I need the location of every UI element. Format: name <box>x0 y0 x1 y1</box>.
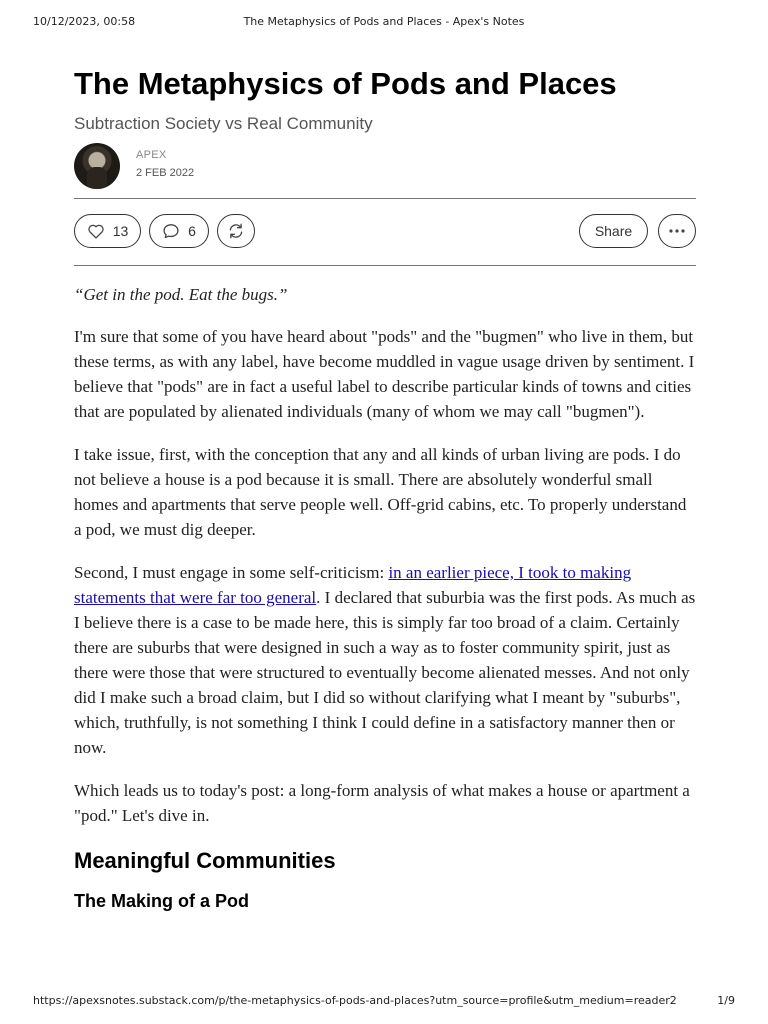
subsection-heading: The Making of a Pod <box>74 891 250 911</box>
section-heading: Meaningful Communities <box>74 848 336 873</box>
print-page-title: The Metaphysics of Pods and Places - Apex's Notes <box>243 15 525 28</box>
body-paragraph: Which leads us to today's post: a long-form analysis of what makes a house or apartment a "pod." Let's dive in. <box>74 781 690 825</box>
author-avatar[interactable] <box>74 143 120 189</box>
comment-button[interactable] <box>149 214 209 248</box>
post-action-bar <box>74 198 696 266</box>
paragraph-text: Second, I must engage in some self-criticism: <box>74 563 389 582</box>
epigraph-quote: “Get in the pod. Eat the bugs.” <box>74 285 288 304</box>
print-footer <box>33 994 735 1008</box>
earlier-piece-link[interactable]: in an earlier piece, I took to making statements that were far too general <box>74 563 632 607</box>
post-title: The Metaphysics of Pods and Places <box>74 66 617 101</box>
heart-icon <box>87 223 105 239</box>
body-paragraph <box>74 560 696 760</box>
comment-count: 6 <box>188 223 196 239</box>
byline <box>74 143 696 189</box>
author-name[interactable]: APEX <box>136 149 167 161</box>
article <box>74 64 696 913</box>
comment-icon <box>162 223 180 239</box>
print-url: https://apexsnotes.substack.com/p/the-metaphysics-of-pods-and-places?utm_source=profile&utm_medium=reader2 <box>33 994 677 1007</box>
body-paragraph: I take issue, first, with the conception that any and all kinds of urban living are pods. I do not believe a house is a pod because it is small. There are absolutely wonderful small homes and apartments that serve people well. Off-grid cabins, etc. To properly understand a pod, we must dig deeper. <box>74 445 687 539</box>
share-button[interactable]: Share <box>579 214 648 248</box>
more-options-button[interactable] <box>658 214 696 248</box>
post-subtitle: Subtraction Society vs Real Community <box>74 114 373 133</box>
print-header <box>33 15 735 29</box>
print-date: 10/12/2023, 00:58 <box>33 15 136 28</box>
more-icon <box>668 228 686 234</box>
post-body <box>74 282 696 913</box>
paragraph-text: . I declared that suburbia was the first pods. As much as I believe there is a case to be made here, this is simply far too broad of a claim. Certainly there are suburbs that were designed in such a way as to foster community spirit, just as there were those that were structured to eventually become alienated messes. And not only did I make such a broad claim, but I did so without clarifying what I meant by "suburbs", which, truthfully, is not something I think I could define in a satisfactory manner then or now. <box>74 588 696 757</box>
restack-button[interactable] <box>217 214 255 248</box>
like-count: 13 <box>112 223 129 239</box>
like-button[interactable] <box>74 214 141 248</box>
restack-icon <box>227 222 245 240</box>
body-paragraph: I'm sure that some of you have heard about "pods" and the "bugmen" who live in them, but these terms, as with any label, have become muddled in vague usage driven by sentiment. I believe that "pods" are in fact a useful label to describe particular kinds of towns and cities that are populated by alienated individuals (many of whom we may call "bugmen"). <box>74 327 695 421</box>
post-date: 2 FEB 2022 <box>136 167 195 179</box>
print-page-number: 1/9 <box>717 994 735 1007</box>
